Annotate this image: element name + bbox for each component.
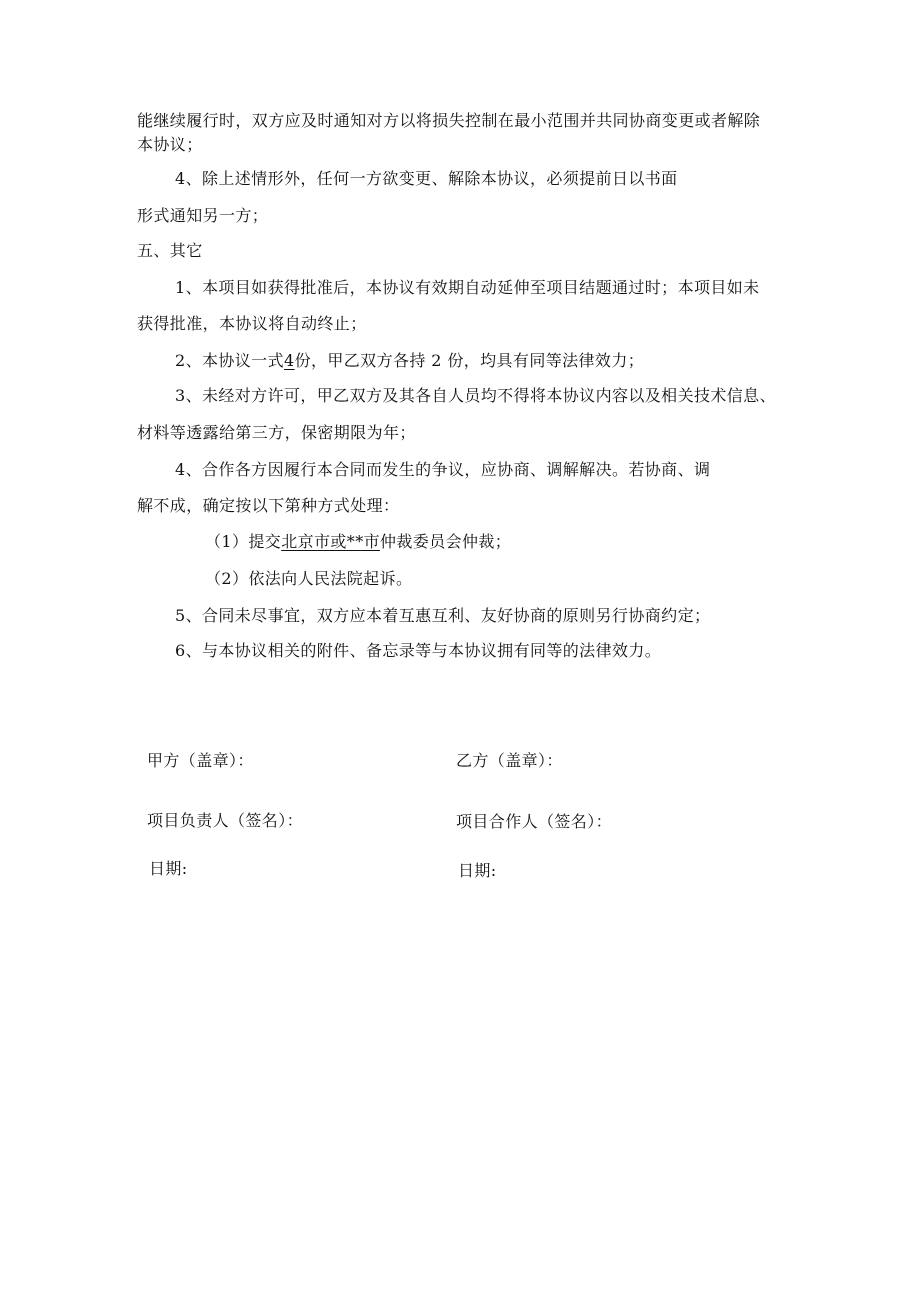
section5-option1 xyxy=(205,531,511,553)
section5-item4-line2: 解不成，确定按以下第种方式处理： xyxy=(137,496,400,515)
date-label-a: 日期: xyxy=(149,859,188,878)
section5-item5: 5、合同未尽事宜，双方应本着互惠互利、友好协商的原则另行协商约定； xyxy=(175,606,711,625)
section4-item3-continuation: 能继续履行时，双方应及时通知对方以将损失控制在最小范围并共同协商变更或者解除 xyxy=(137,111,761,130)
section5-option2: （2）依法向人民法院起诉。 xyxy=(205,569,413,588)
project-partner-signature-label: 项目合作人（签名）： xyxy=(456,812,613,831)
section5-item6: 6、与本协议相关的附件、备忘录等与本协议拥有同等的法律效力。 xyxy=(175,641,662,660)
section4-item4-line1: 4、除上述情形外，任何一方欲变更、解除本协议，必须提前日以书面 xyxy=(175,169,678,188)
section4-item4-line2: 形式通知另一方； xyxy=(137,206,269,225)
section5-item4-line1: 4、合作各方因履行本合同而发生的争议，应协商、调解解决。若协商、调 xyxy=(175,460,711,479)
section5-item3-line2: 材料等透露给第三方，保密期限为年； xyxy=(137,423,416,442)
option1-suffix: 仲裁委员会仲裁； xyxy=(380,532,512,551)
section5-item3-line1: 3、未经对方许可，甲乙双方及其各自人员均不得将本协议内容以及相关技术信息、 xyxy=(175,386,776,405)
section5-item1-line1: 1、本项目如获得批准后，本协议有效期自动延伸至项目结题通过时；本项目如未 xyxy=(175,278,760,297)
section5-item1-line2: 获得批准，本协议将自动终止； xyxy=(137,314,367,333)
section4-item3-end: 本协议； xyxy=(137,135,203,154)
option1-prefix: （1）提交 xyxy=(205,532,282,551)
item2-prefix: 2、本协议一式 xyxy=(175,351,284,370)
party-b-seal-label: 乙方（盖章）： xyxy=(456,751,563,770)
project-leader-signature-label: 项目负责人（签名）： xyxy=(147,811,304,830)
item2-copies: 4 xyxy=(283,351,295,370)
item2-suffix: 份，甲乙双方各持 2 份，均具有同等法律效力； xyxy=(294,351,645,370)
option1-place: 北京市或**市 xyxy=(281,532,380,551)
date-label-b: 日期: xyxy=(458,861,497,880)
section5-item2 xyxy=(175,350,644,372)
party-a-seal-label: 甲方（盖章）： xyxy=(147,751,254,770)
section5-heading: 五、其它 xyxy=(137,241,203,260)
